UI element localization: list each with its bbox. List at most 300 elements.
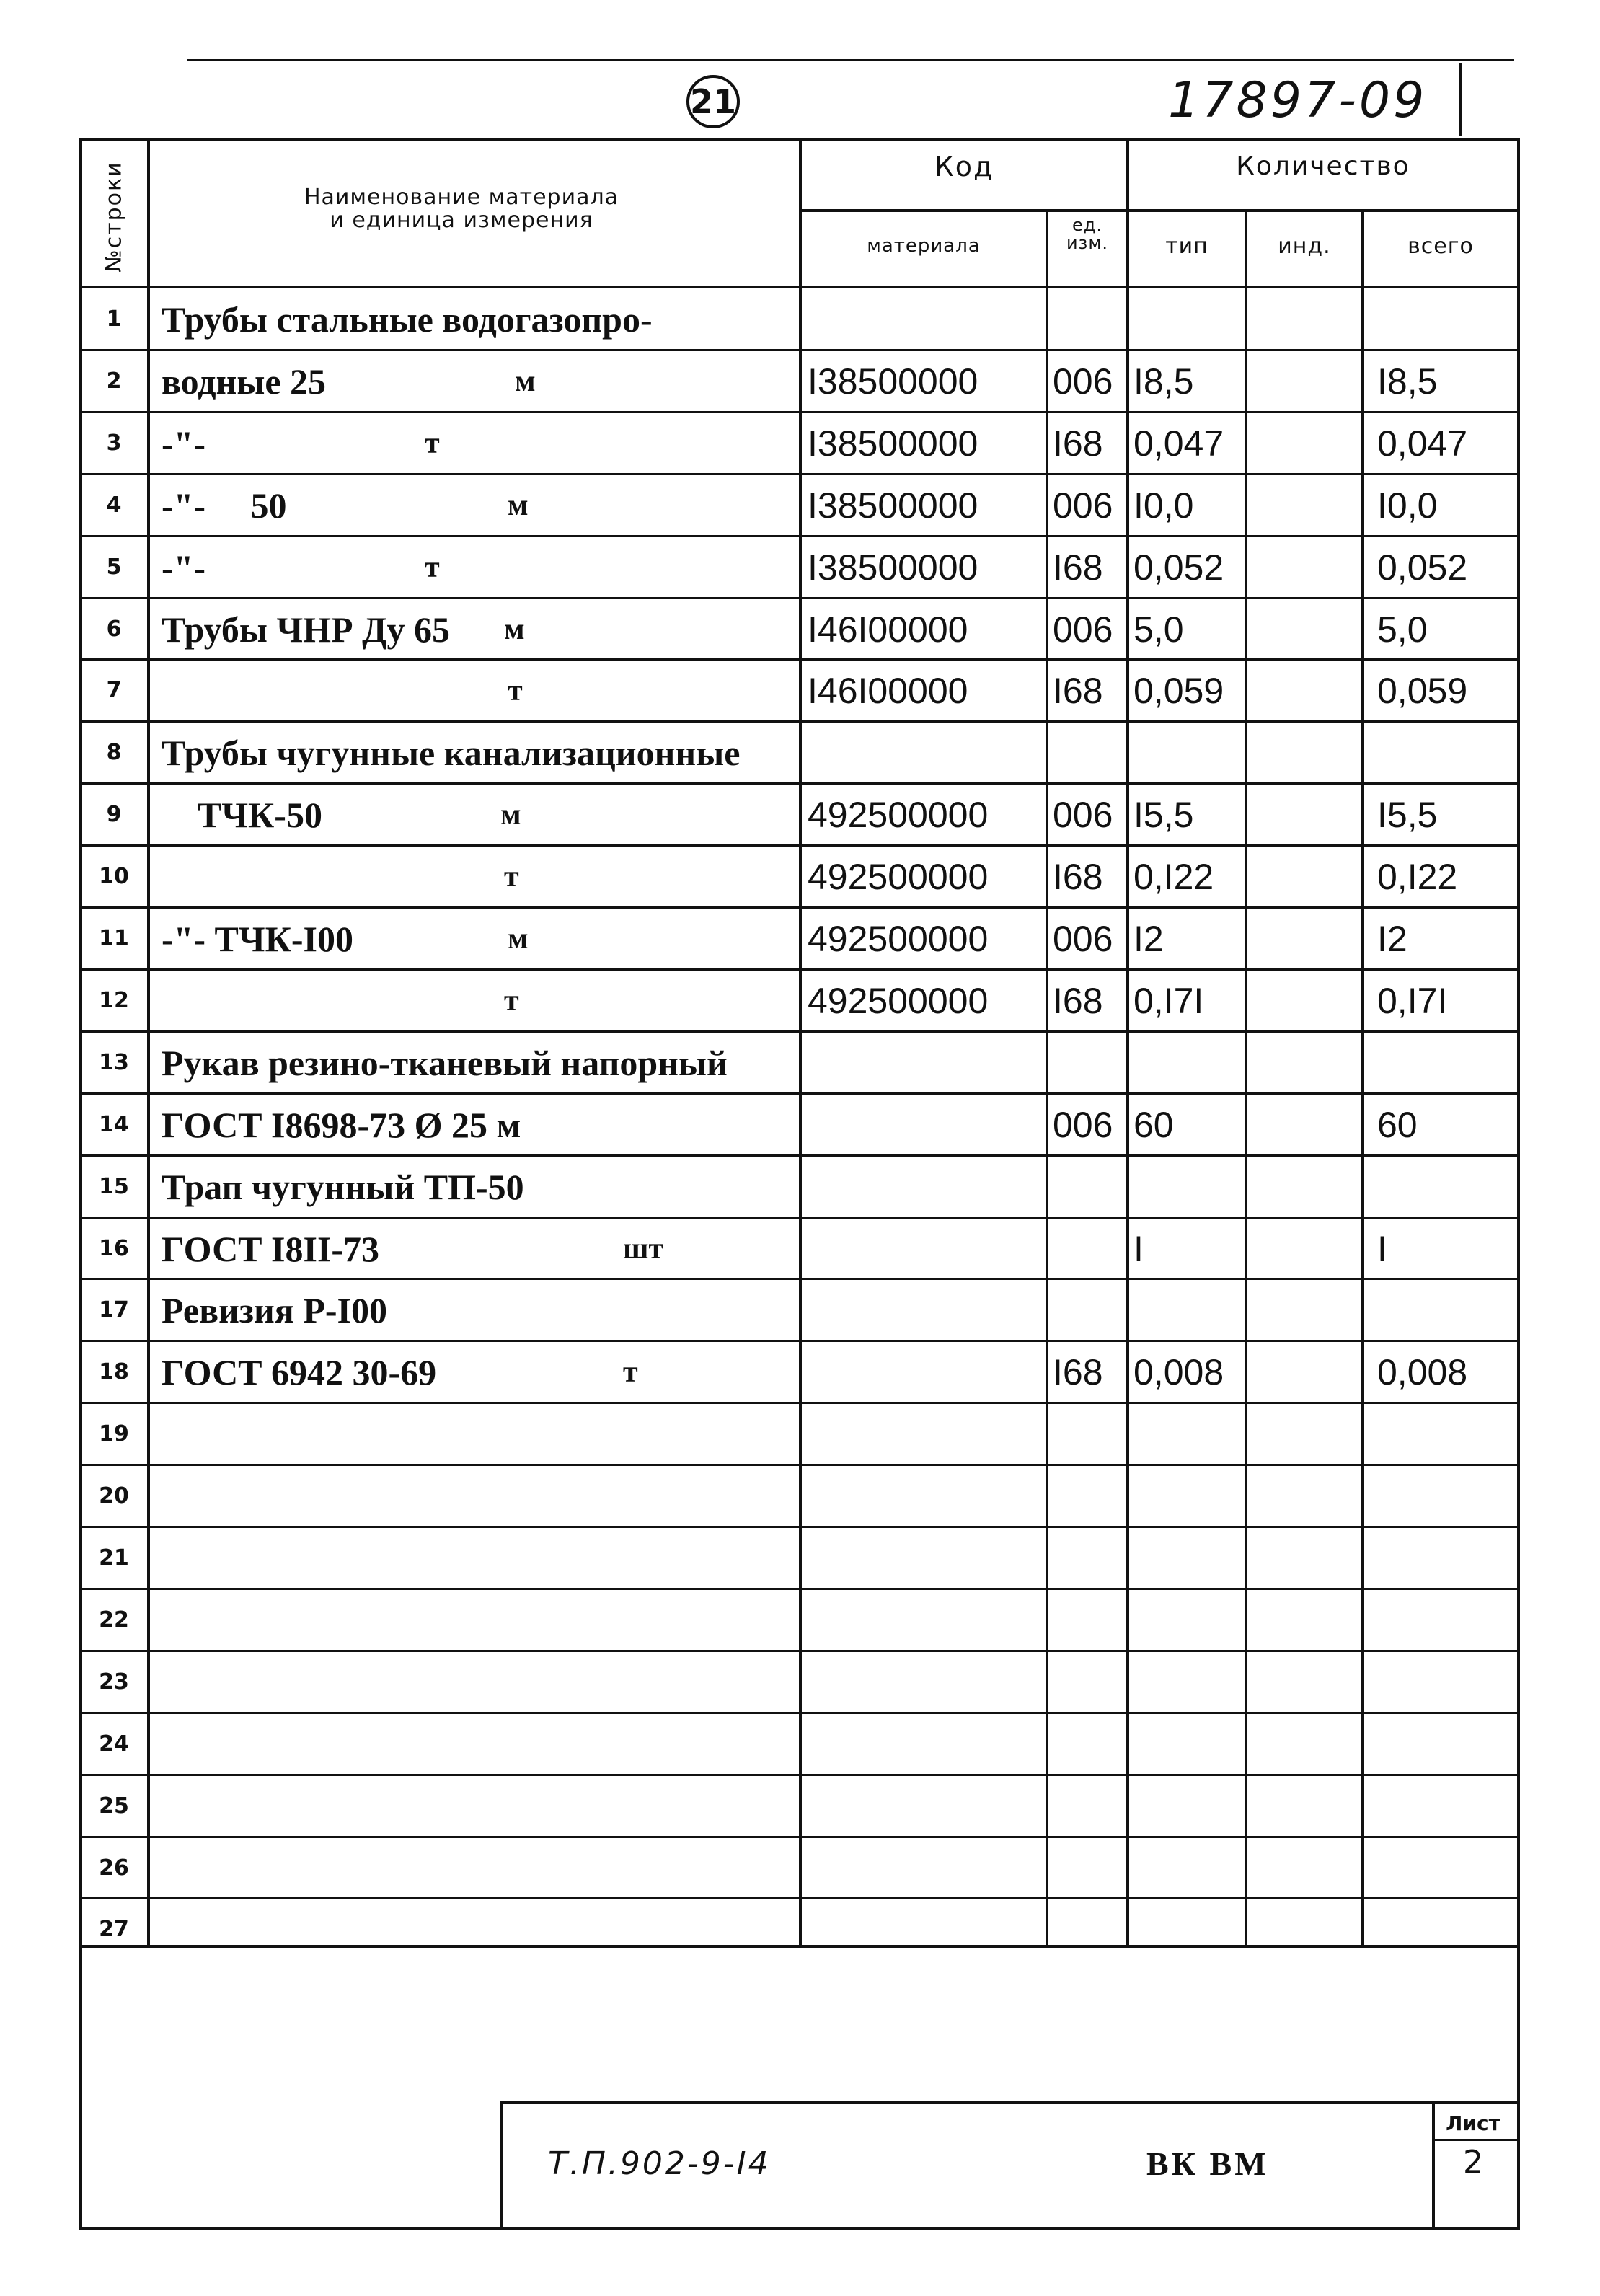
material-name [162, 1713, 875, 1775]
row-number-text: 22 [99, 1607, 129, 1633]
material-code [800, 660, 1056, 721]
unit-code-text: I68 [1053, 670, 1103, 711]
row-number-text: 4 [106, 493, 122, 518]
material-code [800, 1713, 1056, 1775]
material-name [162, 1156, 875, 1217]
quantity-ind [1245, 1651, 1361, 1713]
quantity-total [1361, 1341, 1536, 1403]
quantity-type [1128, 1775, 1250, 1837]
row-number-text: 13 [99, 1050, 129, 1075]
project-code: Т.П.902-9-I4 [548, 2145, 771, 2182]
material-name-text: -"- [162, 423, 206, 464]
material-code-text: 492500000 [808, 794, 989, 835]
row-number [79, 660, 149, 721]
material-code [800, 1279, 1056, 1341]
unit-code-text: 006 [1053, 361, 1113, 402]
table-row [79, 1403, 1520, 1465]
table-row [79, 288, 1520, 350]
quantity-type-text: I8,5 [1133, 361, 1194, 402]
material-unit: т [504, 984, 519, 1017]
material-unit: т [425, 550, 440, 584]
table-row [79, 908, 1520, 969]
material-name [162, 1775, 875, 1837]
material-code [800, 722, 1056, 783]
quantity-total [1361, 722, 1536, 783]
quantity-type [1128, 1156, 1250, 1217]
quantity-total [1361, 908, 1536, 969]
quantity-total [1361, 660, 1536, 721]
material-name-text: ТЧК-50 [162, 794, 322, 835]
material-name-text: Рукав резино-тканевый напорный [162, 1042, 728, 1083]
unit-code [1048, 1651, 1132, 1713]
material-name [162, 908, 875, 969]
material-unit: шт [623, 1232, 664, 1266]
quantity-type [1128, 1713, 1250, 1775]
quantity-type-text: I5,5 [1133, 794, 1194, 835]
quantity-type [1128, 350, 1250, 412]
quantity-total-text: I0,0 [1377, 485, 1438, 526]
quantity-total [1361, 474, 1536, 536]
unit-code-text: I68 [1053, 980, 1103, 1021]
material-unit: м [500, 798, 521, 831]
quantity-total-header: всего [1407, 234, 1474, 259]
row-number [79, 1465, 149, 1527]
quantity-type-text: I2 [1133, 918, 1164, 959]
quantity-type [1128, 722, 1250, 783]
quantity-total-text: 0,059 [1377, 670, 1468, 711]
table-row [79, 1032, 1520, 1093]
quantity-type [1128, 908, 1250, 969]
material-name-text: Трубы стальные водогазопро- [162, 299, 653, 340]
quantity-ind [1245, 599, 1361, 660]
quantity-ind [1245, 1156, 1361, 1217]
material-name-text: водные 25 [162, 361, 327, 402]
quantity-ind [1245, 1713, 1361, 1775]
quantity-type [1128, 1837, 1250, 1899]
row-number-text: 10 [99, 864, 129, 889]
row-number-text: 14 [99, 1112, 129, 1137]
table-row [79, 784, 1520, 845]
row-number [79, 1403, 149, 1465]
top-rule [187, 59, 1514, 61]
row-number-text: 23 [99, 1669, 129, 1695]
quantity-total [1361, 412, 1536, 474]
quantity-ind [1245, 1837, 1361, 1899]
material-code [800, 1156, 1056, 1217]
quantity-type-header: тип [1165, 234, 1208, 259]
quantity-total-text: I [1377, 1228, 1387, 1269]
material-code [800, 970, 1056, 1031]
material-name [162, 474, 875, 536]
drawing-mark: ВК ВМ [1146, 2145, 1269, 2182]
row-number [79, 537, 149, 598]
quantity-type [1128, 412, 1250, 474]
quantity-type [1128, 1527, 1250, 1589]
table-row [79, 1651, 1520, 1713]
material-code [800, 1032, 1056, 1093]
quantity-total [1361, 1589, 1536, 1651]
material-code-text: I46I00000 [808, 609, 968, 650]
table-row [79, 1279, 1520, 1341]
material-name [162, 1218, 875, 1279]
quantity-ind-header: инд. [1278, 234, 1331, 259]
row-number-text: 17 [99, 1297, 129, 1323]
row-number-header [79, 144, 149, 288]
quantity-type-text: 0,I7I [1133, 980, 1204, 1021]
unit-code-text: 006 [1053, 1104, 1113, 1145]
code-group-header: Код [934, 151, 994, 182]
row-number [79, 908, 149, 969]
quantity-total-text: I5,5 [1377, 794, 1438, 835]
title-block-left [500, 2101, 503, 2230]
quantity-type-text: 0,059 [1133, 670, 1224, 711]
quantity-ind [1245, 1218, 1361, 1279]
unit-code-text: 006 [1053, 794, 1113, 835]
row-number-text: 21 [99, 1545, 129, 1571]
row-number-text: 16 [99, 1236, 129, 1261]
quantity-ind [1245, 288, 1361, 350]
row-number-text: 11 [99, 926, 129, 951]
row-number-text: 9 [106, 802, 122, 827]
material-unit: м [504, 612, 525, 646]
material-name [162, 350, 875, 412]
quantity-type [1128, 1341, 1250, 1403]
material-code-text: 492500000 [808, 856, 989, 897]
quantity-type [1128, 1899, 1250, 1960]
unit-code [1048, 1094, 1132, 1155]
quantity-total [1361, 1651, 1536, 1713]
table-row [79, 660, 1520, 721]
unit-code [1048, 1403, 1132, 1465]
material-name [162, 1651, 875, 1713]
material-unit: м [515, 364, 536, 398]
row-number-text: 1 [106, 306, 122, 332]
quantity-type [1128, 1651, 1250, 1713]
row-number [79, 1279, 149, 1341]
row-number-text: 3 [106, 430, 122, 456]
material-code [800, 1465, 1056, 1527]
material-name [162, 537, 875, 598]
row-number [79, 1775, 149, 1837]
quantity-total-text: 0,047 [1377, 423, 1468, 464]
quantity-ind [1245, 1403, 1361, 1465]
quantity-ind [1245, 1899, 1361, 1960]
quantity-type [1128, 288, 1250, 350]
material-code-text: 492500000 [808, 918, 989, 959]
material-code-text: I38500000 [808, 485, 978, 526]
row-number [79, 1899, 149, 1960]
unit-code [1048, 350, 1132, 412]
quantity-total [1361, 1403, 1536, 1465]
row-number-text: 7 [106, 678, 122, 703]
table-row [79, 474, 1520, 536]
row-number-header-label: №строки [101, 160, 127, 273]
quantity-type [1128, 970, 1250, 1031]
quantity-total [1361, 1465, 1536, 1527]
material-code [800, 1775, 1056, 1837]
quantity-ind [1245, 412, 1361, 474]
unit-code [1048, 288, 1132, 350]
row-number [79, 1837, 149, 1899]
page-bottom-border [79, 2227, 1520, 2230]
unit-code [1048, 1032, 1132, 1093]
quantity-type-text: 5,0 [1133, 609, 1184, 650]
material-name-text: -"- ТЧК-I00 [162, 918, 353, 959]
quantity-total [1361, 1279, 1536, 1341]
unit-code [1048, 1713, 1132, 1775]
table-row [79, 1527, 1520, 1589]
quantity-ind [1245, 908, 1361, 969]
quantity-total [1361, 350, 1536, 412]
quantity-total-text: 0,I22 [1377, 856, 1458, 897]
row-number [79, 350, 149, 412]
quantity-total [1361, 1094, 1536, 1155]
unit-code [1048, 1279, 1132, 1341]
row-number [79, 784, 149, 845]
doc-code-divider [1459, 63, 1462, 136]
material-name [162, 1341, 875, 1403]
material-name [162, 722, 875, 783]
material-unit: т [504, 860, 519, 893]
material-code [800, 846, 1056, 907]
material-name [162, 1527, 875, 1589]
table-row [79, 722, 1520, 783]
sheet-number-circle: 21 [686, 75, 740, 128]
unit-code-text: I68 [1053, 423, 1103, 464]
row-number [79, 1341, 149, 1403]
quantity-total [1361, 784, 1536, 845]
quantity-type [1128, 1403, 1250, 1465]
unit-code [1048, 722, 1132, 783]
unit-code [1048, 412, 1132, 474]
row-number [79, 846, 149, 907]
name-header: Наименование материала и единица измерения [304, 185, 619, 233]
quantity-ind [1245, 1094, 1361, 1155]
material-code [800, 1527, 1056, 1589]
row-number [79, 1651, 149, 1713]
table-row [79, 537, 1520, 598]
quantity-ind [1245, 660, 1361, 721]
quantity-ind [1245, 722, 1361, 783]
row-number [79, 1218, 149, 1279]
quantity-total-text: 5,0 [1377, 609, 1428, 650]
unit-code [1048, 1218, 1132, 1279]
material-name [162, 1899, 875, 1960]
material-name [162, 846, 875, 907]
quantity-type-text: 60 [1133, 1104, 1174, 1145]
row-number [79, 599, 149, 660]
material-name-text: Ревизия Р-I00 [162, 1289, 387, 1330]
quantity-type-text: 0,047 [1133, 423, 1224, 464]
table-row [79, 1465, 1520, 1527]
unit-code [1048, 784, 1132, 845]
material-name [162, 1403, 875, 1465]
quantity-type [1128, 537, 1250, 598]
material-name-text: Трубы чугунные канализационные [162, 732, 741, 773]
unit-code [1048, 1341, 1132, 1403]
row-number [79, 288, 149, 350]
unit-code [1048, 1589, 1132, 1651]
table-row [79, 846, 1520, 907]
quantity-type [1128, 846, 1250, 907]
unit-code-text: 006 [1053, 918, 1113, 959]
quantity-ind [1245, 784, 1361, 845]
quantity-ind [1245, 1465, 1361, 1527]
quantity-type [1128, 1218, 1250, 1279]
material-code [800, 412, 1056, 474]
quantity-type [1128, 1465, 1250, 1527]
row-number-text: 5 [106, 555, 122, 580]
table-row [79, 1775, 1520, 1837]
material-name-text: -"- 50 [162, 485, 287, 526]
quantity-total [1361, 1218, 1536, 1279]
material-code-text: I46I00000 [808, 670, 968, 711]
quantity-total [1361, 970, 1536, 1031]
material-name [162, 288, 875, 350]
table-row [79, 1341, 1520, 1403]
quantity-type [1128, 599, 1250, 660]
quantity-type-text: 0,I22 [1133, 856, 1214, 897]
row-number [79, 1032, 149, 1093]
quantity-type-text: 0,008 [1133, 1351, 1224, 1392]
document-code: 17897-09 [1168, 72, 1428, 129]
material-unit: т [623, 1355, 638, 1389]
quantity-ind [1245, 846, 1361, 907]
unit-code [1048, 599, 1132, 660]
row-number [79, 474, 149, 536]
table-row [79, 350, 1520, 412]
unit-code-text: I68 [1053, 856, 1103, 897]
unit-code [1048, 846, 1132, 907]
quantity-type [1128, 784, 1250, 845]
material-name [162, 1589, 875, 1651]
quantity-ind [1245, 1032, 1361, 1093]
code-material-header: материала [867, 235, 981, 257]
quantity-total [1361, 1837, 1536, 1899]
quantity-ind [1245, 970, 1361, 1031]
quantity-group-header: Количество [1236, 151, 1410, 181]
material-code-text: I38500000 [808, 361, 978, 402]
quantity-total [1361, 1899, 1536, 1960]
row-number-text: 18 [99, 1359, 129, 1385]
row-number-text: 25 [99, 1793, 129, 1819]
row-number-text: 8 [106, 740, 122, 765]
row-number-text: 15 [99, 1174, 129, 1199]
material-code [800, 1218, 1056, 1279]
material-code [800, 599, 1056, 660]
row-number [79, 1589, 149, 1651]
unit-code [1048, 537, 1132, 598]
material-name-text: Трубы ЧНР Ду 65 [162, 609, 450, 650]
material-code [800, 1899, 1056, 1960]
material-name-text: ГОСТ 6942 30-69 [162, 1351, 437, 1392]
table-row [79, 970, 1520, 1031]
header-mid-line [799, 209, 1520, 212]
table-row [79, 599, 1520, 660]
quantity-total [1361, 1032, 1536, 1093]
code-unit-header: ед. изм. [1066, 215, 1109, 254]
unit-code [1048, 660, 1132, 721]
quantity-type [1128, 1279, 1250, 1341]
quantity-total [1361, 537, 1536, 598]
row-number [79, 722, 149, 783]
unit-code [1048, 1775, 1132, 1837]
quantity-ind [1245, 1279, 1361, 1341]
table-row [79, 1156, 1520, 1217]
unit-code [1048, 1465, 1132, 1527]
unit-code-text: I68 [1053, 1351, 1103, 1392]
material-name [162, 1837, 875, 1899]
quantity-type-text: I0,0 [1133, 485, 1194, 526]
material-name-text: ГОСТ I8II-73 [162, 1228, 380, 1269]
material-code-text: I38500000 [808, 423, 978, 464]
row-number [79, 412, 149, 474]
row-number-text: 26 [99, 1855, 129, 1881]
table-row [79, 412, 1520, 474]
quantity-total-text: I2 [1377, 918, 1407, 959]
quantity-ind [1245, 537, 1361, 598]
quantity-type [1128, 660, 1250, 721]
unit-code [1048, 1527, 1132, 1589]
material-unit: м [508, 488, 529, 522]
table-row [79, 1094, 1520, 1155]
material-code-text: 492500000 [808, 980, 989, 1021]
quantity-ind [1245, 1589, 1361, 1651]
quantity-ind [1245, 474, 1361, 536]
unit-code [1048, 1156, 1132, 1217]
material-name [162, 1032, 875, 1093]
material-name-text: Трап чугунный ТП-50 [162, 1166, 524, 1207]
row-number [79, 1713, 149, 1775]
quantity-type [1128, 474, 1250, 536]
material-code [800, 1651, 1056, 1713]
material-name [162, 1279, 875, 1341]
quantity-total [1361, 288, 1536, 350]
unit-code-text: 006 [1053, 609, 1113, 650]
row-number-text: 6 [106, 617, 122, 642]
quantity-ind [1245, 1775, 1361, 1837]
quantity-total-text: I8,5 [1377, 361, 1438, 402]
material-name-text: ГОСТ I8698-73 Ø 25 м [162, 1104, 521, 1145]
row-number [79, 1156, 149, 1217]
table-row [79, 1837, 1520, 1899]
quantity-total-text: 0,I7I [1377, 980, 1448, 1021]
material-code [800, 784, 1056, 845]
material-code [800, 474, 1056, 536]
material-name-text: -"- [162, 547, 206, 588]
material-name [162, 970, 875, 1031]
quantity-type [1128, 1589, 1250, 1651]
row-number [79, 1527, 149, 1589]
material-code [800, 1837, 1056, 1899]
quantity-total [1361, 599, 1536, 660]
quantity-total [1361, 1713, 1536, 1775]
quantity-ind [1245, 1341, 1361, 1403]
quantity-total [1361, 1527, 1536, 1589]
title-block-top [500, 2101, 1520, 2104]
quantity-total [1361, 1775, 1536, 1837]
unit-code [1048, 970, 1132, 1031]
quantity-ind [1245, 1527, 1361, 1589]
table-row [79, 1589, 1520, 1651]
material-name [162, 784, 875, 845]
quantity-type-text: I [1133, 1228, 1144, 1269]
material-unit: м [508, 922, 529, 955]
material-name [162, 1094, 875, 1155]
material-code [800, 908, 1056, 969]
unit-code [1048, 1899, 1132, 1960]
material-code [800, 537, 1056, 598]
